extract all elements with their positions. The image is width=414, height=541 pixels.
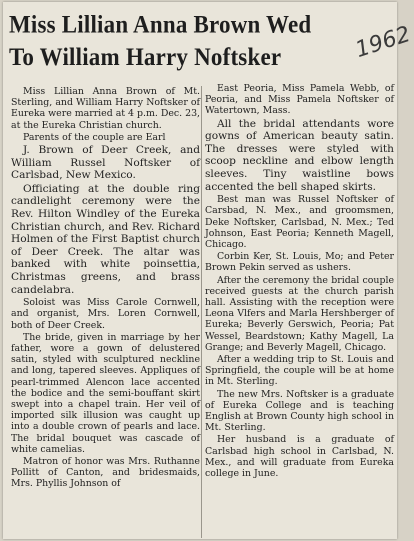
article-paragraph: East Peoria, Miss Pamela Webb, of Peoria, and Miss Pamela Noftsker of Watertown, Mass. [205, 83, 394, 117]
article-paragraph: After the ceremony the bridal couple received guests at the church parish hall. Assisting with the reception were Leona Vlfers and Marla Hershberger of Eureka; Beverly Gerswich, Peoria; Pat Wessel, Beardstown; Kathy Magell, La Grange; and Beverly Magell, Chicago. [205, 274, 394, 353]
article-headline [9, 8, 369, 73]
article-paragraph: J. Brown of Deer Creek, and William Russel Noftsker of Carlsbad, New Mexico. [11, 144, 200, 182]
article-paragraph: All the bridal attendants wore gowns of American beauty satin. The dresses were styled with scoop neckline and elbow length sleeves. Tiny waistline bows accented the bell shaped skirts. [205, 117, 394, 193]
newspaper-clipping [3, 2, 414, 539]
article-paragraph: Best man was Russel Noftsker of Carsbad, N. Mex., and groomsmen, Deke Noftsker, Carlsbad, N. Mex.; Ted Johnson, East Peoria; Kenneth Magell, Chicago. [205, 194, 394, 250]
article-paragraph: Matron of honor was Mrs. Ruthanne Pollitt of Canton, and bridesmaids, Mrs. Phyllis Johnson of [11, 455, 200, 490]
handwritten-year: 1962 [352, 21, 414, 64]
article-paragraph: Soloist was Miss Carole Cornwell, and organist, Mrs. Loren Cornwell, both of Deer Creek. [11, 297, 200, 331]
headline-line-2: To William Harry Noftsker [9, 42, 282, 71]
article-paragraph: The new Mrs. Noftsker is a graduate of Eureka College and is teaching English at Brown County high school in Mt. Sterling. [205, 388, 394, 434]
article-paragraph: Miss Lillian Anna Brown of Mt. Sterling, and William Harry Noftsker of Eureka were married at 4 p.m. Dec. 23, at the Eureka Christian church. [11, 86, 201, 131]
column-divider [201, 86, 202, 538]
article-paragraph: After a wedding trip to St. Louis and Springfield, the couple will be at home in Mt. Sterling. [205, 354, 394, 388]
article-paragraph: Parents of the couple are Earl [23, 131, 166, 143]
article-column-right [205, 83, 394, 537]
article-paragraph: Officiating at the double ring candlelight ceremony were the Rev. Hilton Windley of the Eureka Christian church, and Rev. Richard Holmen of the First Baptist church of Deer Creek. The altar was banked with white poinsettia, Christmas greens, and brass candelabra. [11, 182, 200, 296]
article-paragraph: The bride, given in marriage by her father, wore a gown of delustered satin, styled with sculptured neckline and long, tapered sleeves. Appliques of pearl-trimmed Alencon lace accented the bodice and the semi-bouffant skirt swept into a chapel train. Her veil of imported silk illusion was caught up into a double crown of pearls and lace. The bridal bouquet was cascade of white camelias. [11, 331, 200, 455]
article-paragraph: Her husband is a graduate of Carlsbad high school in Carlsbad, N. Mex., and will graduate from Eureka college in June. [205, 434, 394, 480]
article-paragraph: Corbin Ker, St. Louis, Mo; and Peter Brown Pekin served as ushers. [205, 251, 394, 274]
headline-line-1: Miss Lillian Anna Brown Wed [9, 10, 312, 39]
article-column-left [11, 86, 200, 540]
